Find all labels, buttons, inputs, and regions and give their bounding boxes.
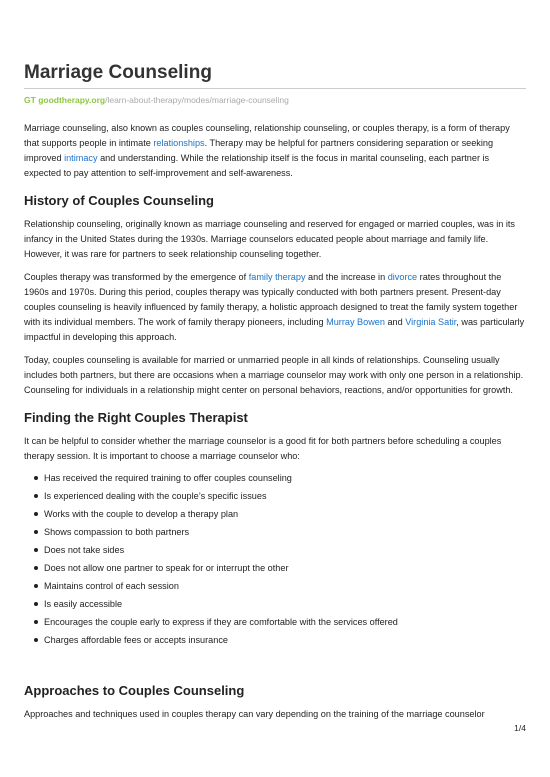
bullet-icon: [34, 494, 38, 498]
bullet-icon: [34, 476, 38, 480]
page-number: 1/4: [514, 723, 526, 733]
page-title: Marriage Counseling: [24, 62, 526, 89]
virginia-satir-link[interactable]: Virginia Satir: [405, 317, 457, 327]
list-item: Is easily accessible: [34, 598, 526, 610]
bullet-icon: [34, 638, 38, 642]
finding-heading: Finding the Right Couples Therapist: [24, 410, 248, 425]
relationships-link[interactable]: relationships: [153, 138, 205, 148]
list-item: Encourages the couple early to express if they are comfortable with the services offered: [34, 616, 526, 628]
history-paragraph-1: Relationship counseling, originally known as marriage counseling and reserved for engaged or married couples, was in its infancy in the United States during the 1930s. Marriage counselors educated people about marriage and family life. However, it was rare for partners to seek relationship counseling together.: [24, 219, 515, 259]
source-path[interactable]: /learn-about-therapy/modes/marriage-counseling: [105, 95, 289, 105]
murray-bowen-link[interactable]: Murray Bowen: [326, 317, 385, 327]
divorce-link[interactable]: divorce: [387, 272, 418, 282]
list-item: Shows compassion to both partners: [34, 526, 526, 538]
list-item: Is experienced dealing with the couple’s specific issues: [34, 490, 526, 502]
list-item: Maintains control of each session: [34, 580, 526, 592]
approaches-heading: Approaches to Couples Counseling: [24, 683, 245, 698]
bullet-icon: [34, 584, 38, 588]
family-therapy-link[interactable]: family therapy: [248, 272, 306, 282]
bullet-icon: [34, 530, 38, 534]
history-heading: History of Couples Counseling: [24, 193, 214, 208]
bullet-icon: [34, 512, 38, 516]
criteria-list: [24, 472, 526, 646]
intro-paragraph: Marriage counseling, also known as couples counseling, relationship counseling, or couples therapy, is a form of therapy that supports people in intimate relationships. Therapy may be helpful for partners considering separation or seeking improved intimacy and understanding. While the relationship itself is the focus in marital counseling, each partner is expected to pay attention to self-improvement and self-awareness.: [24, 123, 510, 178]
source-line: [24, 94, 526, 106]
document-page: [24, 0, 526, 730]
site-logo: GT: [24, 95, 36, 105]
bullet-icon: [34, 620, 38, 624]
source-domain[interactable]: goodtherapy.org: [38, 95, 106, 105]
intimacy-link[interactable]: intimacy: [64, 153, 98, 163]
history-paragraph-2: Couples therapy was transformed by the emergence of family therapy and the increase in divorce rates throughout the 1960s and 1970s. During this period, couples therapy was typically conducted with both partners present. Present-day couples counseling is heavily influenced by family therapy, a holistic approach designed to treat the family system together with its individual members. The work of family therapy pioneers, including Murray Bowen and Virginia Satir, was particularly impactful in developing this approach.: [24, 272, 525, 342]
list-item: Does not allow one partner to speak for or interrupt the other: [34, 562, 526, 574]
finding-intro: It can be helpful to consider whether the marriage counselor is a good fit for both partners before scheduling a couples therapy session. It is important to choose a marriage counselor who:: [24, 436, 502, 461]
list-item: Charges affordable fees or accepts insurance: [34, 634, 526, 646]
bullet-icon: [34, 548, 38, 552]
list-item: Does not take sides: [34, 544, 526, 556]
list-item: Works with the couple to develop a therapy plan: [34, 508, 526, 520]
bullet-icon: [34, 602, 38, 606]
approaches-paragraph-1: Approaches and techniques used in couples therapy can vary depending on the training of the marriage counselor: [24, 709, 485, 719]
history-paragraph-3: Today, couples counseling is available for married or unmarried people in all kinds of relationships. Counseling usually includes both partners, but there are occasions when a marriage counselor may work with only one person in a relationship. Counseling for individuals in a relationship might center on personal behaviors, reactions, and/or opportunities for growth.: [24, 355, 524, 395]
list-item: Has received the required training to offer couples counseling: [34, 472, 526, 484]
bullet-icon: [34, 566, 38, 570]
